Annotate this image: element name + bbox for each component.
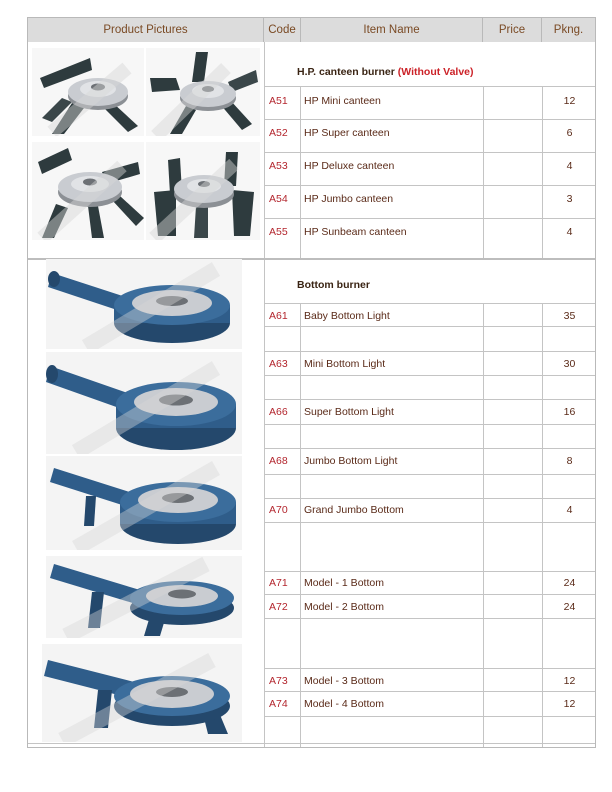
row-line — [264, 448, 595, 449]
item-pkng: 12 — [563, 675, 576, 687]
col-divider — [264, 42, 265, 747]
header-product-pictures: Product Pictures — [28, 18, 264, 42]
item-name: Model - 1 Bottom — [304, 577, 384, 589]
item-pkng: 24 — [563, 601, 576, 613]
item-code: A63 — [269, 358, 288, 370]
row-line — [264, 594, 595, 595]
item-code: A66 — [269, 406, 288, 418]
col-divider — [483, 303, 484, 747]
row-line — [264, 185, 595, 186]
product-photo-canteen-4 — [146, 142, 260, 240]
item-pkng: 4 — [566, 504, 573, 516]
product-photo-canteen-1 — [32, 48, 144, 136]
product-photo-canteen-3 — [32, 142, 144, 240]
row-line — [264, 119, 595, 120]
price-list-table — [27, 17, 596, 748]
item-name: Super Bottom Light — [304, 406, 394, 418]
product-photo-bottom-4 — [46, 556, 242, 638]
row-line — [264, 498, 595, 499]
section-title-text: Bottom burner — [297, 279, 370, 291]
row-line — [264, 218, 595, 219]
row-line — [264, 399, 595, 400]
header-code: Code — [264, 18, 301, 42]
item-code: A70 — [269, 504, 288, 516]
item-code: A73 — [269, 675, 288, 687]
row-line — [264, 618, 595, 619]
item-code: A54 — [269, 193, 288, 205]
item-pkng: 3 — [566, 193, 573, 205]
item-pkng: 12 — [563, 95, 576, 107]
row-line — [264, 375, 595, 376]
header-price: Price — [483, 18, 542, 42]
row-line — [264, 351, 595, 352]
item-pkng: 30 — [563, 358, 576, 370]
row-line — [264, 691, 595, 692]
row-line — [264, 86, 595, 87]
product-photo-bottom-3 — [46, 456, 242, 550]
product-photo-bottom-2 — [46, 352, 242, 454]
section-title-bottom — [297, 279, 370, 291]
row-line — [264, 326, 595, 327]
row-line — [264, 303, 595, 304]
section-title-canteen — [297, 66, 474, 78]
header-pkng: Pkng. — [542, 18, 595, 42]
row-line — [264, 668, 595, 669]
row-line — [264, 522, 595, 523]
item-name: HP Jumbo canteen — [304, 193, 394, 205]
item-code: A53 — [269, 160, 288, 172]
product-photo-bottom-5 — [42, 644, 242, 742]
item-name: HP Mini canteen — [304, 95, 381, 107]
row-line — [264, 716, 595, 717]
item-name: HP Super canteen — [304, 127, 390, 139]
item-pkng: 24 — [563, 577, 576, 589]
item-pkng: 4 — [566, 160, 573, 172]
col-divider — [483, 86, 484, 259]
item-pkng: 8 — [566, 455, 573, 467]
product-photo-canteen-2 — [146, 48, 260, 136]
item-pkng: 12 — [563, 698, 576, 710]
item-name: Jumbo Bottom Light — [304, 455, 398, 467]
item-name: HP Sunbeam canteen — [304, 226, 407, 238]
item-code: A51 — [269, 95, 288, 107]
item-code: A74 — [269, 698, 288, 710]
section-title-text: H.P. canteen burner — [297, 66, 395, 78]
item-code: A52 — [269, 127, 288, 139]
item-name: Model - 2 Bottom — [304, 601, 384, 613]
item-name: Baby Bottom Light — [304, 310, 390, 322]
section-note: (Without Valve) — [397, 66, 474, 78]
item-name: Model - 3 Bottom — [304, 675, 384, 687]
table-bottom-line — [28, 743, 595, 744]
item-name: HP Deluxe canteen — [304, 160, 395, 172]
item-code: A71 — [269, 577, 288, 589]
row-line — [264, 474, 595, 475]
item-code: A72 — [269, 601, 288, 613]
row-line — [264, 571, 595, 572]
header-item-name: Item Name — [301, 18, 483, 42]
row-line — [264, 424, 595, 425]
item-pkng: 6 — [566, 127, 573, 139]
item-pkng: 35 — [563, 310, 576, 322]
item-code: A55 — [269, 226, 288, 238]
item-pkng: 4 — [566, 226, 573, 238]
item-pkng: 16 — [563, 406, 576, 418]
item-name: Grand Jumbo Bottom — [304, 504, 404, 516]
item-name: Model - 4 Bottom — [304, 698, 384, 710]
product-photo-bottom-1 — [46, 259, 242, 349]
item-code: A68 — [269, 455, 288, 467]
row-line — [264, 152, 595, 153]
item-name: Mini Bottom Light — [304, 358, 386, 370]
item-code: A61 — [269, 310, 288, 322]
